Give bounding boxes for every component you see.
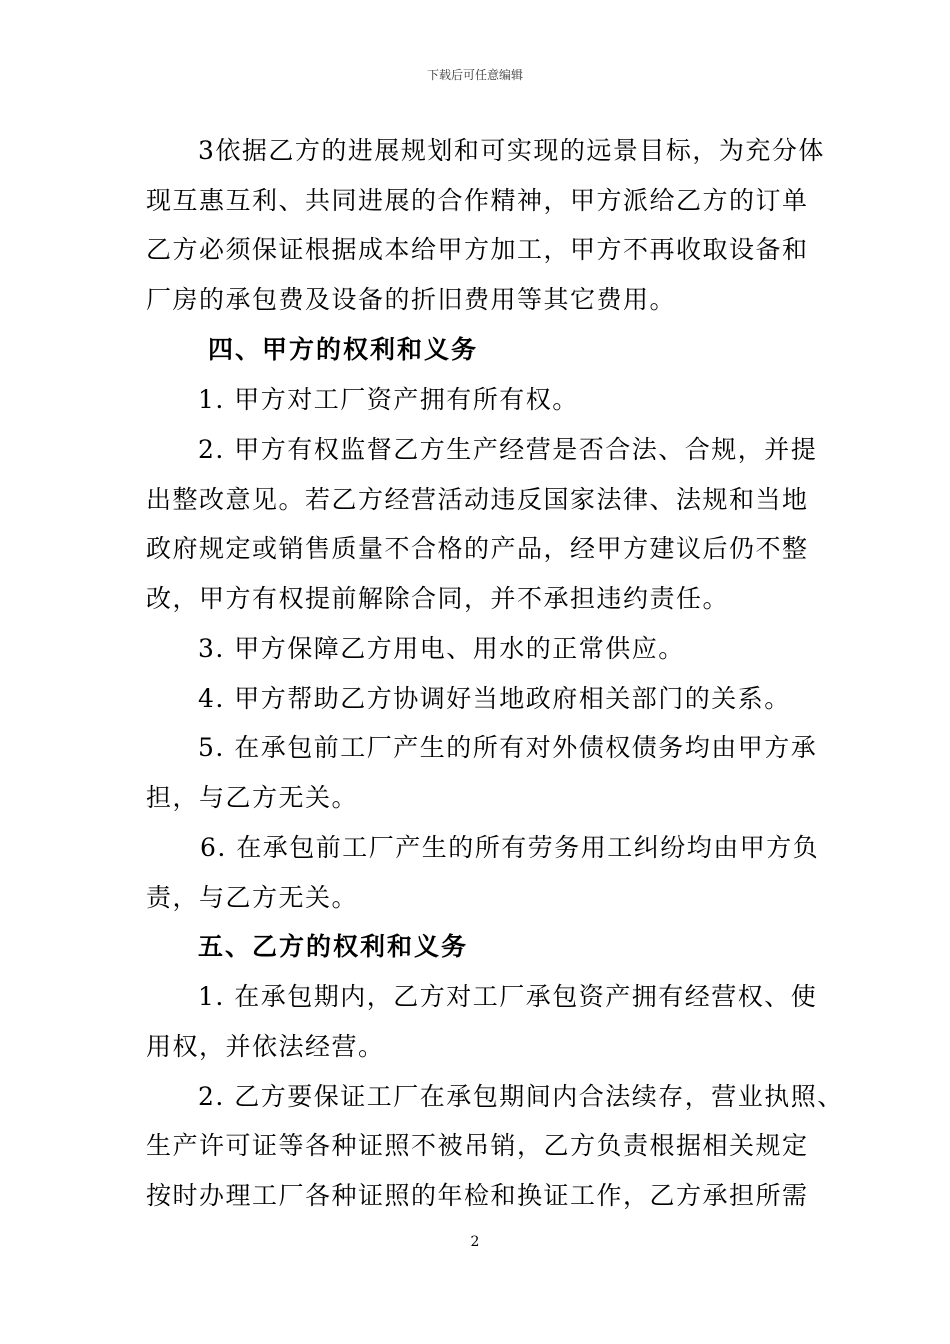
paragraph-line: 2. 甲方有权监督乙方生产经营是否合法、合规，并提: [198, 435, 818, 464]
paragraph-line: 按时办理工厂各种证照的年检和换证工作，乙方承担所需: [146, 1181, 809, 1210]
paragraph-line: 生产许可证等各种证照不被吊销，乙方负责根据相关规定: [146, 1131, 809, 1160]
paragraph-line: 1. 在承包期内，乙方对工厂承包资产拥有经营权、使: [198, 982, 818, 1011]
paragraph-line: 现互惠互利、共同进展的合作精神，甲方派给乙方的订单: [146, 186, 809, 215]
paragraph-line: 乙方必须保证根据成本给甲方加工，甲方不再收取设备和: [146, 235, 809, 264]
paragraph-line: 3. 甲方保障乙方用电、用水的正常供应。: [198, 634, 685, 663]
page-number: 2: [470, 1234, 480, 1250]
paragraph-line: 出整改意见。若乙方经营活动违反国家法律、法规和当地: [146, 485, 809, 514]
paragraph-line: 6. 在承包前工厂产生的所有劳务用工纠纷均由甲方负: [200, 833, 820, 862]
page-header-note: 下载后可任意编辑: [426, 68, 523, 82]
section-heading: 五、乙方的权利和义务: [198, 932, 469, 961]
paragraph-line: 责，与乙方无关。: [146, 883, 359, 912]
paragraph-line: 1. 甲方对工厂资产拥有所有权。: [198, 385, 579, 414]
paragraph-line: 担，与乙方无关。: [146, 783, 359, 812]
section-heading: 四、甲方的权利和义务: [208, 335, 479, 364]
paragraph-line: 改，甲方有权提前解除合同，并不承担违约责任。: [146, 584, 730, 613]
paragraph-line: 3依据乙方的进展规划和可实现的远景目标，为充分体: [198, 136, 825, 165]
paragraph-line: 2. 乙方要保证工厂在承包期间内合法续存，营业执照、: [198, 1082, 844, 1111]
paragraph-line: 政府规定或销售质量不合格的产品，经甲方建议后仍不整: [146, 534, 809, 563]
paragraph-line: 4. 甲方帮助乙方协调好当地政府相关部门的关系。: [198, 684, 791, 713]
paragraph-line: 厂房的承包费及设备的折旧费用等其它费用。: [146, 285, 677, 314]
paragraph-line: 用权，并依法经营。: [146, 1032, 385, 1061]
paragraph-line: 5. 在承包前工厂产生的所有对外债权债务均由甲方承: [198, 733, 818, 762]
